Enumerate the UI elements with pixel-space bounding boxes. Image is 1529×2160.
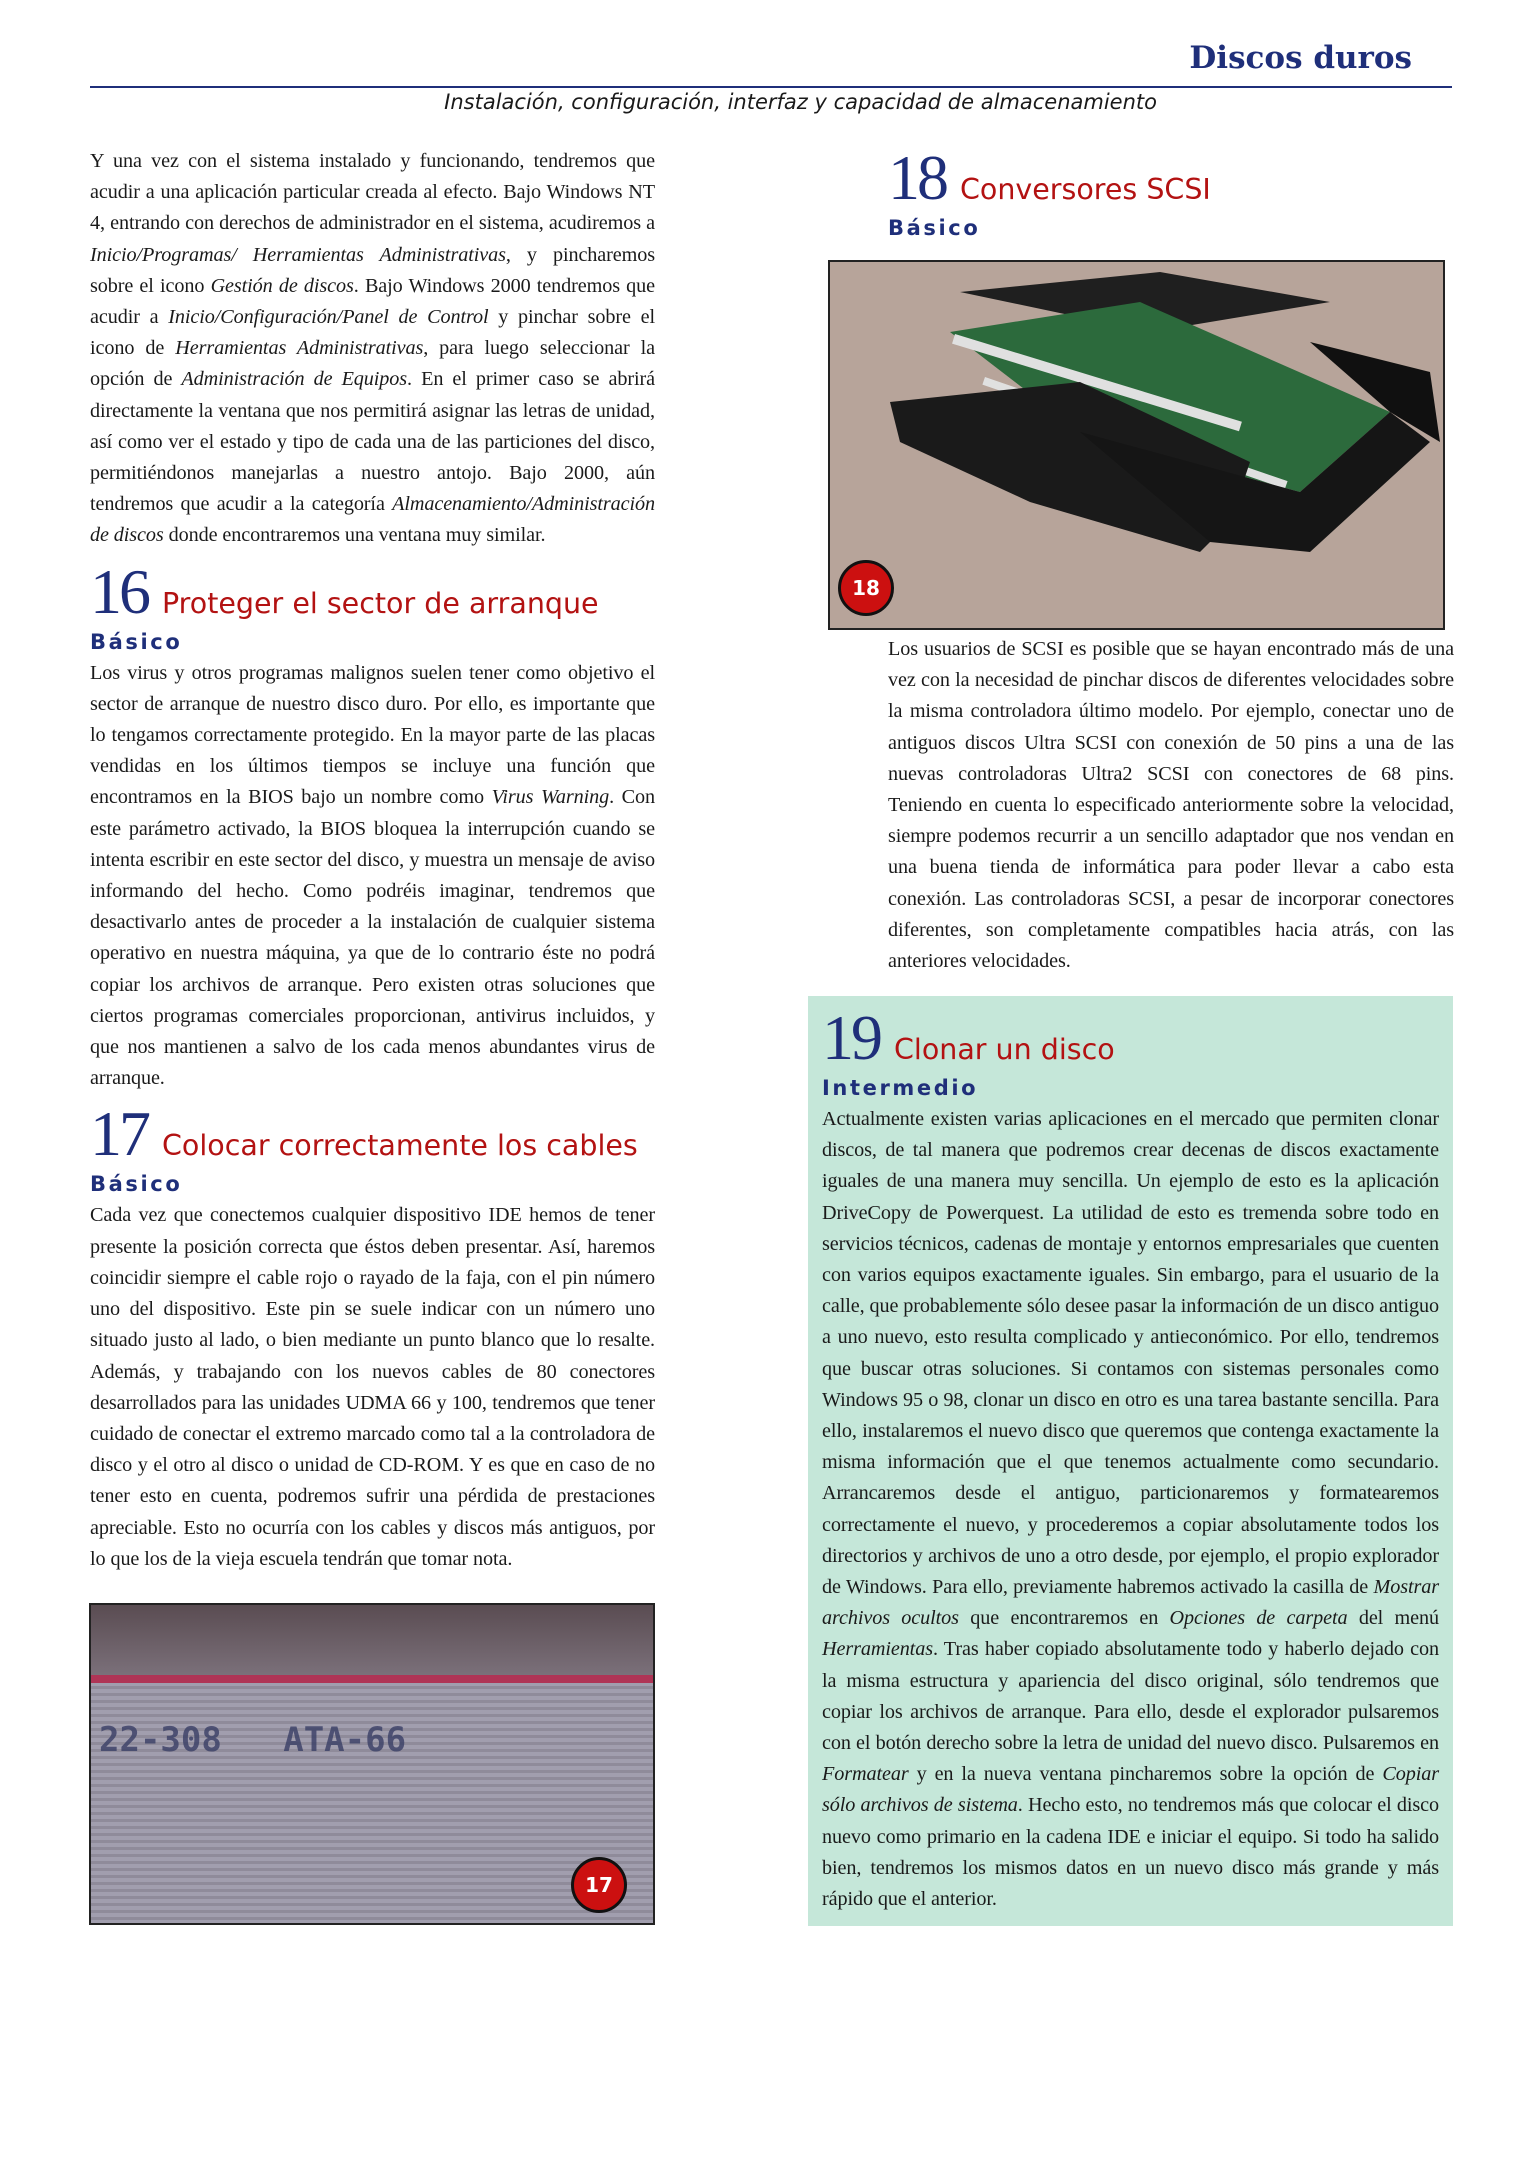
section-title: Clonar un disco [894, 1033, 1115, 1066]
ide-cable-photo [89, 1603, 655, 1925]
section-16-heading [90, 555, 655, 627]
section-18-text [888, 634, 1454, 977]
scsi-adapter-image [830, 262, 1443, 628]
section-level: Básico [90, 629, 183, 654]
section-title: Conversores SCSI [960, 173, 1211, 206]
scsi-adapter-photo [828, 260, 1445, 630]
section-19-box [808, 996, 1453, 1926]
intro-paragraph: Y una vez con el sistema instalado y funcionando, tendremos que acudir a una aplicación particular creada al efecto. Bajo Windows NT 4, entrando con derechos de administrador en el sistema, acudiremos a Inicio/Programas/ Herramientas Administrativas, y pincharemos sobre el icono Gestión de discos. Bajo Windows 2000 tendremos que acudir a Inicio/Configuración/Panel de Control y pinchar sobre el icono de Herramientas Administrativas, para luego seleccionar la opción de Administración de Equipos. En el primer caso se abrirá directamente la ventana que nos permitirá asignar las letras de unidad, así como ver el estado y tipo de cada una de las particiones del disco, permitiéndonos manejarlas a nuestro antojo. Bajo 2000, aún tendremos que acudir a la categoría Almacenamiento/Administración de discos donde encontraremos una ventana muy similar. [90, 150, 655, 547]
section-title: Colocar correctamente los cables [162, 1129, 638, 1163]
ide-cable-image [91, 1605, 653, 1923]
section-19-body: Actualmente existen varias aplicaciones en el mercado que permiten clonar discos, de tal manera que podremos crear decenas de discos exactamente iguales de una manera muy sencilla. Un ejemplo de esto es la aplicación DriveCopy de Powerquest. La utilidad de esto es tremenda sobre todo en servicios técnicos, cadenas de montaje y entornos empresariales que cuenten con varios equipos exactamente iguales. Sin embargo, para el usuario de la calle, que probablemente sólo desee pasar la información de un disco antiguo a uno nuevo, esto resulta complicado y antieconómico. Por ello, tendremos que buscar otras soluciones. Si contamos con sistemas personales como Windows 95 o 98, clonar un disco en otro es una tarea bastante sencilla. Para ello, instalaremos el nuevo disco que queremos que contenga exactamente la misma información que el que tenemos actualmente como secundario. Arrancaremos desde el antiguo, particionaremos y formatearemos correctamente el nuevo, y procederemos a copiar absolutamente todos los directorios y archivos de uno a otro desde, por ejemplo, el propio explorador de Windows. Para ello, previamente habremos activado la casilla de Mostrar archivos ocultos que encontraremos en Opciones de carpeta del menú Herramientas. Tras haber copiado absolutamente todo y haberlo dejado con la misma estructura y apariencia del disco original, sólo tendremos que copiar los archivos de arranque. Para ello, desde el explorador pulsaremos con el botón derecho sobre la letra de unidad del nuevo disco. Pulsaremos en Formatear y en la nueva ventana pincharemos sobre la opción de Copiar sólo archivos de sistema. Hecho esto, no tendremos más que colocar el disco nuevo como primario en la cadena IDE e iniciar el equipo. Si todo ha salido bien, tendremos los mismos datos en un nuevo disco más grande y más rápido que el anterior. [822, 1108, 1439, 1911]
photo-badge-18: 18 [838, 560, 894, 616]
photo-badge-17: 17 [571, 1857, 627, 1913]
section-level: Básico [888, 216, 981, 240]
section-number: 17 [90, 1098, 148, 1170]
section-title: Proteger el sector de arranque [162, 586, 599, 620]
section-number: 18 [888, 142, 946, 213]
section-number: 19 [822, 1002, 880, 1073]
right-column [888, 142, 1454, 244]
section-number: 16 [90, 555, 148, 627]
section-18-body: Los usuarios de SCSI es posible que se hayan encontrado más de una vez con la necesidad de pinchar discos de diferentes velocidades sobre la misma controladora último modelo. Por ejemplo, conectar uno de antiguos discos Ultra SCSI con conexión de 50 pins a una de las nuevas controladoras Ultra2 SCSI con conectores de 68 pins. Teniendo en cuenta lo especificado anteriormente sobre la velocidad, siempre podemos recurrir a un sencillo adaptador que nos vendan en una buena tienda de informática para poder llevar a cabo esta conexión. Las controladoras SCSI, a pesar de incorporar conectores diferentes, son completamente compatibles hacia atrás, con las anteriores velocidades. [888, 638, 1454, 973]
section-19-heading [822, 1002, 1439, 1073]
section-18-heading [888, 142, 1454, 213]
section-level: Intermedio [822, 1076, 979, 1100]
section-16-body: Los virus y otros programas malignos suelen tener como objetivo el sector de arranque de nuestro disco duro. Por ello, es importante que lo tengamos correctamente protegido. En la mayor parte de las placas vendidas en los últimos tiempos se incluye una función que encontramos en la BIOS bajo un nombre como Virus Warning. Con este parámetro activado, la BIOS bloquea la interrupción cuando se intenta escribir en este sector del disco, y muestra un mensaje de aviso informando del hecho. Como podréis imaginar, tendremos que desactivarlo antes de proceder a la instalación de cualquier sistema operativo en nuestra máquina, ya que de lo contrario éste no podrá copiar los archivos de arranque. Pero existen otras soluciones que ciertos programas comerciales proporcionan, antivirus incluidos, y que nos mantienen a salvo de los cada menos abundantes virus de arranque. [90, 661, 656, 1090]
page-title: Discos duros [1189, 40, 1412, 76]
page-subtitle: Instalación, configuración, interfaz y capacidad de almacenamiento [444, 90, 1157, 114]
header-rule [90, 86, 1452, 88]
left-column [90, 146, 655, 1575]
section-17-heading [90, 1098, 655, 1170]
section-17-body: Cada vez que conectemos cualquier dispositivo IDE hemos de tener presente la posición correcta que éstos deben presentar. Así, haremos coincidir siempre el cable rojo o rayado de la faja, con el pin número uno del dispositivo. Este pin se suele indicar con un número uno situado justo al lado, o bien mediante un punto blanco que lo resalte. Además, y trabajando con los nuevos cables de 80 conectores desarrollados para las unidades UDMA 66 y 100, tendremos que tener cuidado de conectar el extremo marcado como tal a la controladora de disco y el otro al disco o unidad de CD-ROM. Y es que en caso de no tener esto en cuenta, podremos sufrir una pérdida de prestaciones apreciable. Esto no ocurría con los cables y discos más antiguos, por lo que los de la vieja escuela tendrán que tomar nota. [90, 1204, 655, 1570]
cable-label-text: 22-308 ATA-66 [99, 1720, 407, 1760]
section-level: Básico [90, 1172, 183, 1197]
